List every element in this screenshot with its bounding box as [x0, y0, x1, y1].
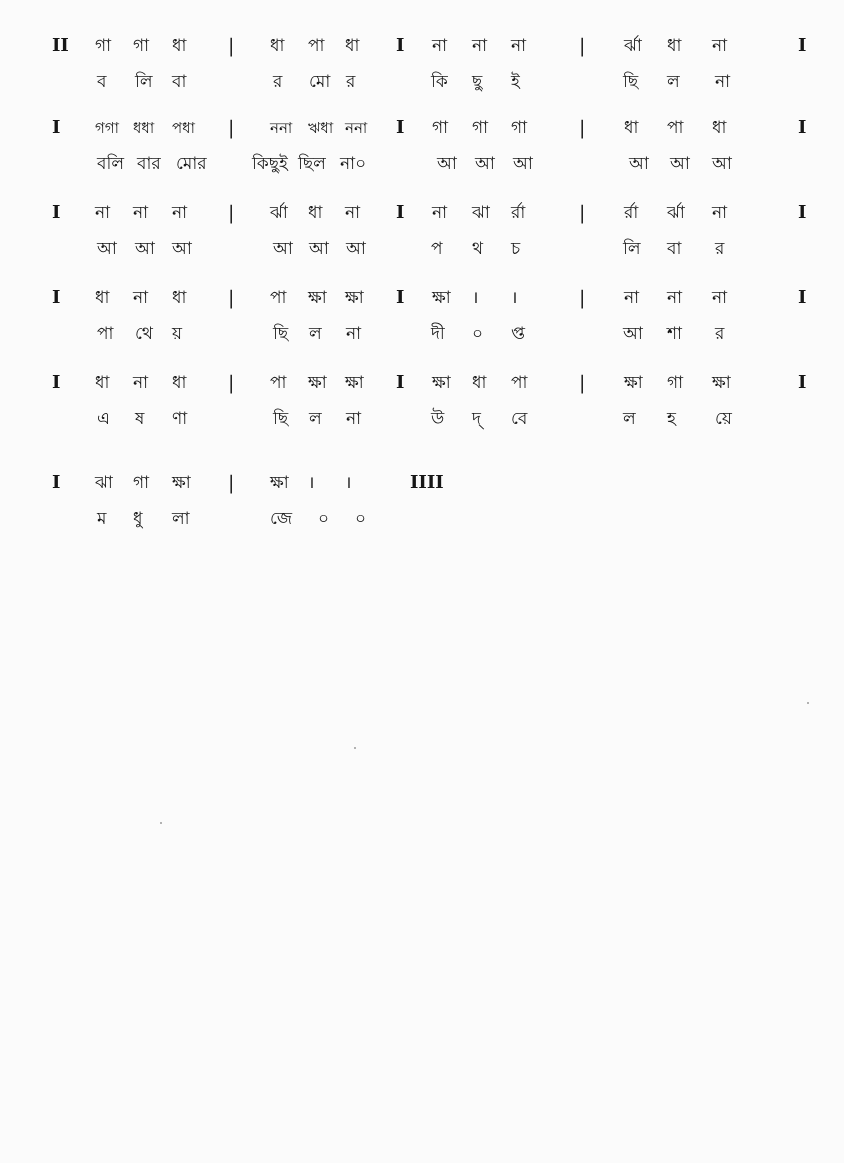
- section-mark: I: [798, 35, 807, 56]
- swara-note: না: [345, 203, 361, 223]
- lyric-syllable: আ: [437, 154, 457, 174]
- bar-divider: |: [579, 287, 586, 309]
- lyric-syllable: বার: [137, 154, 161, 174]
- swara-note: র্ঝা: [624, 36, 642, 56]
- lyric-row: [0, 148, 844, 180]
- bar-divider: |: [579, 35, 586, 57]
- bar-divider: |: [228, 117, 235, 139]
- swara-note: ধা: [172, 373, 187, 393]
- swara-note: ক্ষা: [172, 473, 191, 493]
- lyric-syllable: মোর: [176, 154, 207, 174]
- swara-note: না: [172, 203, 188, 223]
- swara-note: না: [472, 36, 488, 56]
- lyric-row: [0, 66, 844, 98]
- swara-note: গা: [667, 373, 684, 393]
- section-mark: I: [396, 372, 405, 393]
- swara-note: না: [667, 288, 683, 308]
- lyric-syllable: ০: [318, 509, 330, 529]
- lyric-syllable: জে: [270, 509, 293, 529]
- swara-note: পা: [511, 373, 528, 393]
- swara-note: ।: [308, 473, 315, 493]
- lyric-syllable: না: [346, 409, 362, 429]
- paper-speck: [807, 702, 809, 704]
- lyric-syllable: প: [431, 239, 443, 259]
- section-mark: I: [798, 117, 807, 138]
- lyric-syllable: য়ে: [715, 409, 732, 429]
- swara-note: গা: [472, 118, 489, 138]
- lyric-syllable: থ: [472, 239, 484, 259]
- swara-note: ক্ষা: [308, 373, 327, 393]
- bar-divider: |: [228, 202, 235, 224]
- lyric-syllable: ব: [97, 72, 107, 92]
- lyric-syllable: ম: [97, 509, 107, 529]
- lyric-syllable: ছি: [623, 72, 639, 92]
- swara-row: [0, 197, 844, 229]
- section-mark: I: [396, 202, 405, 223]
- bar-divider: |: [228, 287, 235, 309]
- lyric-syllable: ল: [667, 72, 680, 92]
- swara-note: না: [432, 36, 448, 56]
- notation-line: [0, 467, 844, 547]
- swara-note: ঋধা: [308, 119, 334, 137]
- bar-divider: |: [228, 35, 235, 57]
- paper-speck: [160, 822, 162, 824]
- swara-note: ।: [345, 473, 352, 493]
- swara-row: [0, 30, 844, 62]
- lyric-syllable: ছি: [273, 324, 289, 344]
- section-mark: I: [396, 35, 405, 56]
- section-mark: I: [396, 117, 405, 138]
- lyric-syllable: ০: [355, 509, 367, 529]
- swara-note: না: [712, 288, 728, 308]
- paper-speck: [354, 747, 356, 749]
- section-mark: I: [52, 202, 61, 223]
- section-mark: I: [52, 287, 61, 308]
- section-mark: I: [798, 202, 807, 223]
- lyric-syllable: দ্: [472, 409, 481, 429]
- lyric-syllable: আ: [135, 239, 155, 259]
- lyric-syllable: ছি: [273, 409, 289, 429]
- swara-note: না: [511, 36, 527, 56]
- swara-note: ধা: [95, 373, 110, 393]
- swara-note: ঝা: [95, 473, 113, 493]
- lyric-row: [0, 403, 844, 435]
- swara-note: ধা: [345, 36, 360, 56]
- swara-note: না: [133, 373, 149, 393]
- lyric-syllable: বা: [667, 239, 682, 259]
- swara-note: ঝা: [472, 203, 490, 223]
- lyric-syllable: কি: [431, 72, 448, 92]
- lyric-syllable: পা: [97, 324, 114, 344]
- swara-note: ধা: [172, 36, 187, 56]
- swara-note: গা: [133, 473, 150, 493]
- lyric-syllable: ই: [511, 72, 520, 92]
- swara-note: ক্ষা: [345, 373, 364, 393]
- section-mark: IIII: [410, 472, 444, 493]
- lyric-syllable: র: [273, 72, 283, 92]
- bar-divider: |: [579, 372, 586, 394]
- swara-note: ননা: [345, 119, 368, 137]
- lyric-syllable: দী: [431, 324, 445, 344]
- lyric-syllable: না: [346, 324, 362, 344]
- swara-note: ক্ষা: [270, 473, 289, 493]
- swara-note: না: [712, 203, 728, 223]
- swara-note: না: [624, 288, 640, 308]
- swara-row: [0, 282, 844, 314]
- swara-note: না: [133, 203, 149, 223]
- lyric-syllable: আ: [623, 324, 643, 344]
- bar-divider: |: [228, 472, 235, 494]
- section-mark: I: [396, 287, 405, 308]
- swara-note: র্ঝা: [667, 203, 685, 223]
- lyric-syllable: বে: [511, 409, 528, 429]
- lyric-syllable: ল: [309, 324, 322, 344]
- lyric-syllable: র: [715, 324, 725, 344]
- swara-note: ক্ষা: [432, 288, 451, 308]
- lyric-syllable: আ: [97, 239, 117, 259]
- bar-divider: |: [579, 117, 586, 139]
- swara-note: গা: [133, 36, 150, 56]
- section-mark: I: [52, 372, 61, 393]
- swara-note: ।: [472, 288, 479, 308]
- lyric-syllable: আ: [629, 154, 649, 174]
- swara-note: গা: [432, 118, 449, 138]
- lyric-syllable: আ: [309, 239, 329, 259]
- swara-note: গগা: [95, 119, 120, 137]
- swara-note: ধধা: [133, 119, 155, 137]
- swara-note: গা: [95, 36, 112, 56]
- lyric-row: [0, 318, 844, 350]
- swara-note: র্রা: [511, 203, 526, 223]
- lyric-syllable: কিছুই: [252, 154, 288, 174]
- lyric-syllable: লা: [172, 509, 190, 529]
- lyric-syllable: লি: [135, 72, 153, 92]
- lyric-syllable: এ: [97, 409, 110, 429]
- lyric-syllable: আ: [273, 239, 293, 259]
- lyric-syllable: ০: [472, 324, 484, 344]
- lyric-syllable: আ: [172, 239, 192, 259]
- swara-note: ক্ষা: [432, 373, 451, 393]
- swara-note: না: [95, 203, 111, 223]
- swara-note: ধা: [667, 36, 682, 56]
- swara-note: র্রা: [624, 203, 639, 223]
- lyric-syllable: র: [715, 239, 725, 259]
- notation-line: [0, 367, 844, 447]
- notation-line: [0, 282, 844, 362]
- bar-divider: |: [579, 202, 586, 224]
- swara-note: না: [133, 288, 149, 308]
- swara-note: ক্ষা: [345, 288, 364, 308]
- lyric-syllable: ষ: [135, 409, 145, 429]
- lyric-syllable: ছিল: [298, 154, 326, 174]
- section-mark: I: [52, 472, 61, 493]
- lyric-syllable: ল: [623, 409, 636, 429]
- lyric-syllable: বা: [172, 72, 187, 92]
- notation-line: [0, 197, 844, 277]
- bar-divider: |: [228, 372, 235, 394]
- swara-row: [0, 112, 844, 144]
- lyric-syllable: শা: [667, 324, 682, 344]
- swara-note: পা: [308, 36, 325, 56]
- swara-note: পা: [270, 373, 287, 393]
- notation-line: [0, 112, 844, 192]
- lyric-syllable: আ: [670, 154, 690, 174]
- section-mark: I: [798, 372, 807, 393]
- swara-note: পধা: [172, 119, 195, 137]
- swara-row: [0, 467, 844, 499]
- swara-note: ক্ষা: [712, 373, 731, 393]
- swara-row: [0, 367, 844, 399]
- lyric-syllable: বলি: [97, 154, 124, 174]
- lyric-syllable: থে: [135, 324, 153, 344]
- lyric-syllable: না: [715, 72, 731, 92]
- swara-note: ।: [511, 288, 518, 308]
- swara-note: ধা: [624, 118, 639, 138]
- swara-note: পা: [270, 288, 287, 308]
- swara-note: ননা: [270, 119, 293, 137]
- section-mark: I: [798, 287, 807, 308]
- section-mark: I: [52, 117, 61, 138]
- swara-note: ধা: [172, 288, 187, 308]
- lyric-syllable: র: [346, 72, 356, 92]
- lyric-syllable: ল: [309, 409, 322, 429]
- swara-note: ধা: [95, 288, 110, 308]
- section-mark: II: [52, 35, 69, 56]
- lyric-syllable: ধু: [133, 509, 143, 529]
- lyric-syllable: ছু: [472, 72, 483, 92]
- lyric-syllable: আ: [346, 239, 366, 259]
- swara-note: ক্ষা: [308, 288, 327, 308]
- lyric-row: [0, 503, 844, 535]
- swara-note: ধা: [472, 373, 487, 393]
- swara-note: পা: [667, 118, 684, 138]
- lyric-syllable: উ: [431, 409, 445, 429]
- lyric-syllable: লি: [623, 239, 641, 259]
- lyric-syllable: আ: [712, 154, 732, 174]
- lyric-syllable: ণা: [172, 409, 188, 429]
- swara-note: র্ঝা: [270, 203, 288, 223]
- swara-note: গা: [511, 118, 528, 138]
- swara-note: না: [432, 203, 448, 223]
- lyric-syllable: চ: [511, 239, 521, 259]
- lyric-syllable: য়: [172, 324, 183, 344]
- swara-note: ধা: [270, 36, 285, 56]
- notation-line: [0, 30, 844, 110]
- swara-note: ধা: [712, 118, 727, 138]
- lyric-syllable: হ: [667, 409, 676, 429]
- swara-note: ক্ষা: [624, 373, 643, 393]
- lyric-syllable: প্ত: [511, 324, 525, 344]
- lyric-syllable: আ: [513, 154, 533, 174]
- swara-note: না: [712, 36, 728, 56]
- lyric-syllable: না০: [340, 154, 367, 174]
- lyric-row: [0, 233, 844, 265]
- lyric-syllable: আ: [475, 154, 495, 174]
- lyric-syllable: মো: [309, 72, 331, 92]
- swara-note: ধা: [308, 203, 323, 223]
